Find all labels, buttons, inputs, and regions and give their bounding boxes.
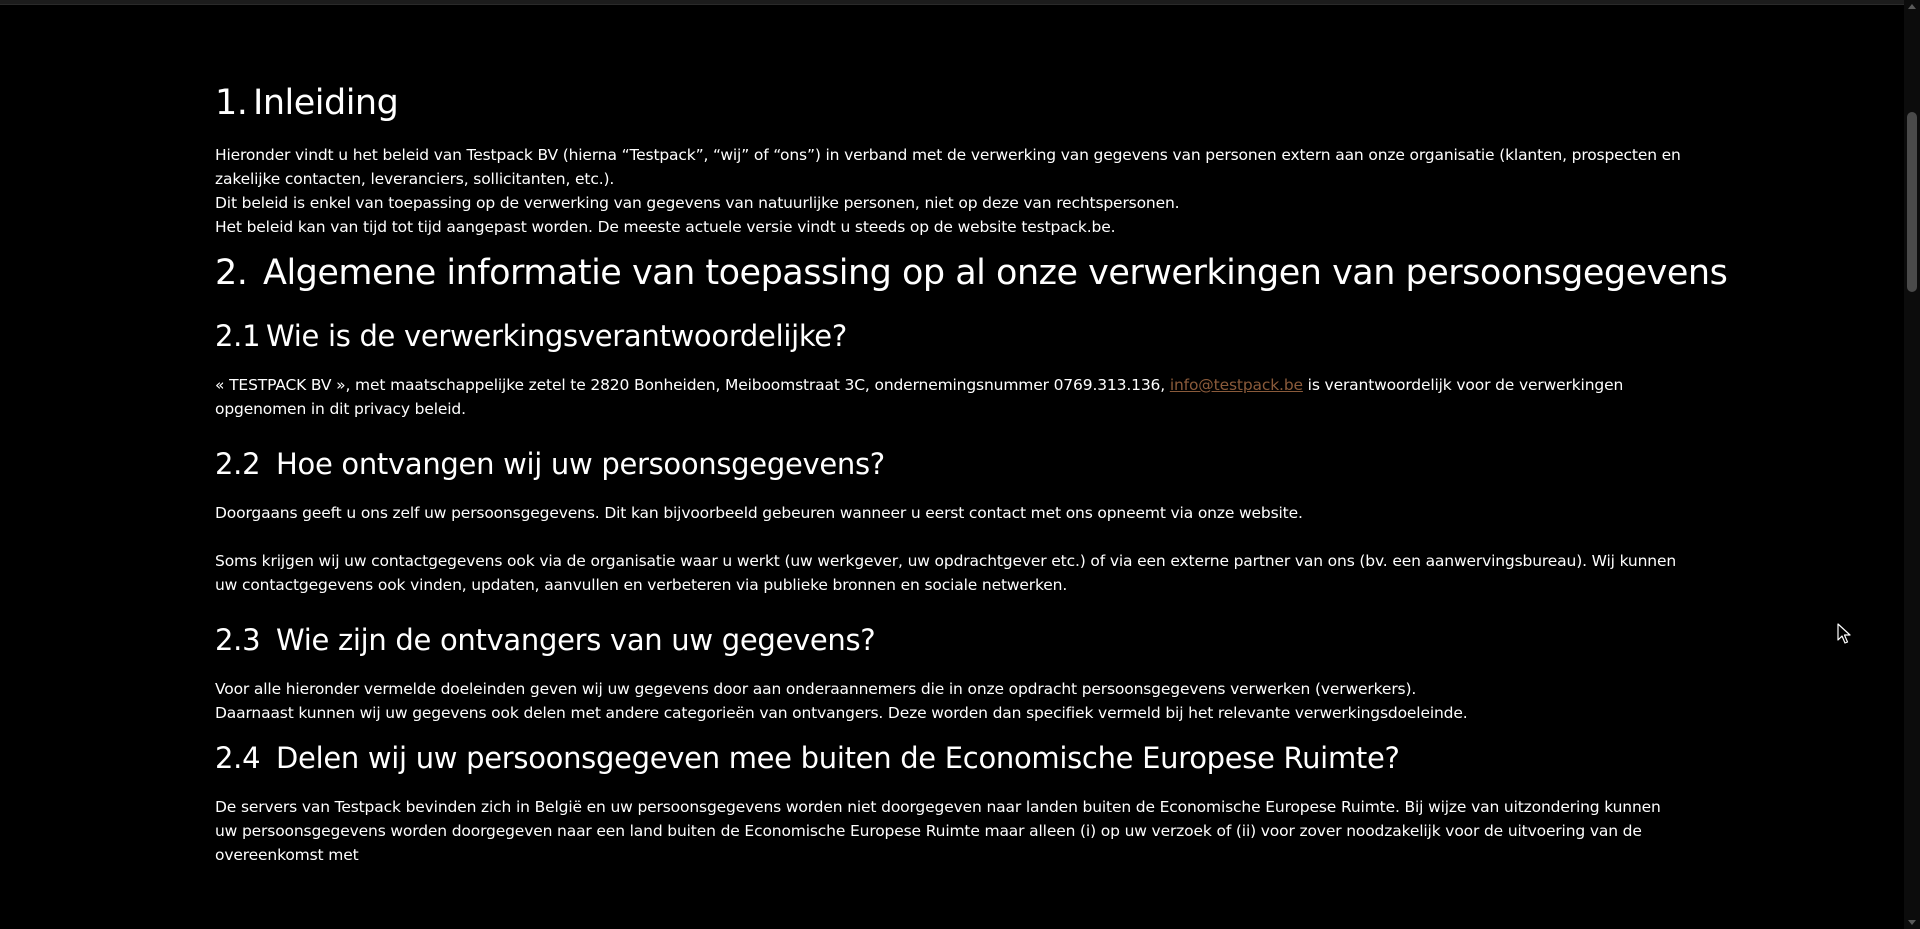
section-2-1-title: Wie is de verwerkingsverantwoordelijke? (266, 319, 847, 353)
section-2-3-paragraph-1: Voor alle hieronder vermelde doeleinden geven wij uw gegevens door aan onderaannemers die in onze opdracht persoonsgegevens verwerken (verwerkers). (215, 680, 1417, 698)
section-2-3-body (215, 677, 1685, 725)
section-1-body (215, 143, 1685, 239)
email-link[interactable]: info@testpack.be (1169, 376, 1303, 394)
vertical-scrollbar[interactable] (1904, 0, 1920, 929)
controller-details-text: « TESTPACK BV », met maatschappelijke zetel te 2820 Bonheiden, Meiboomstraat 3C, ondernemingsnummer 0769.313.136, (215, 376, 1170, 394)
section-1-number: 1. (215, 83, 248, 123)
browser-top-edge (0, 0, 1904, 5)
section-1-paragraph-3: Het beleid kan van tijd tot tijd aangepast worden. De meeste actuele versie vindt u steeds op de website testpack.be. (215, 218, 1116, 236)
section-2-1-number: 2.1 (215, 319, 261, 353)
section-2-4-title: Delen wij uw persoonsgegeven mee buiten de Economische Europese Ruimte? (276, 741, 1400, 775)
privacy-policy-content (215, 60, 1728, 867)
section-2-4-paragraph: De servers van Testpack bevinden zich in België en uw persoonsgegevens worden niet doorgegeven naar landen buiten de Economische Europese Ruimte. Bij wijze van uitzondering kunnen uw persoonsgegevens worden doorgegeven naar een land buiten de Economische Europese Ruimte maar alleen (i) op uw verzoek of (ii) voor zover noodzakelijk voor de uitvoering van de overeenkomst met (215, 798, 1661, 864)
section-2-1-paragraph (215, 373, 1685, 421)
section-1-title: Inleiding (253, 83, 399, 123)
section-1-heading (215, 83, 1685, 123)
section-2-4-number: 2.4 (215, 741, 261, 775)
section-2-3-number: 2.3 (215, 623, 261, 657)
section-2-2-paragraph-2: Soms krijgen wij uw contactgegevens ook via de organisatie waar u werkt (uw werkgever, uw opdrachtgever etc.) of via een externe partner van ons (bv. een aanwervingsbureau). Wij kunnen uw contactgegevens ook vinden, updaten, aanvullen en verbeteren via publieke bronnen en sociale netwerken. (215, 552, 1677, 594)
scroll-up-arrow-icon[interactable] (1908, 4, 1916, 9)
section-2-2-heading (215, 447, 1685, 481)
section-2-3-heading (215, 623, 1685, 657)
scrollbar-thumb[interactable] (1907, 112, 1917, 292)
section-2-3-paragraph-2: Daarnaast kunnen wij uw gegevens ook delen met andere categorieën van ontvangers. Deze worden dan specifiek vermeld bij het relevante verwerkingsdoeleinde. (215, 704, 1468, 722)
section-1-paragraph-2: Dit beleid is enkel van toepassing op de verwerking van gegevens van natuurlijke personen, niet op deze van rechtspersonen. (215, 194, 1180, 212)
section-2-3-title: Wie zijn de ontvangers van uw gegevens? (276, 623, 876, 657)
section-2-1-heading (215, 319, 1685, 353)
scroll-down-arrow-icon[interactable] (1908, 920, 1916, 925)
mouse-pointer-icon (1837, 623, 1851, 649)
section-2-2-number: 2.2 (215, 447, 261, 481)
controller-responsibility-text: is verantwoordelijk voor de verwerkingen opgenomen in dit privacy beleid. (215, 376, 1624, 418)
section-2-2-title: Hoe ontvangen wij uw persoonsgegevens? (276, 447, 885, 481)
section-2-heading (215, 253, 1728, 293)
section-1-paragraph-1: Hieronder vindt u het beleid van Testpack BV (hierna “Testpack”, “wij” of “ons”) in verband met de verwerking van gegevens van personen extern aan onze organisatie (klanten, prospecten en zakelijke contacten, leveranciers, sollicitanten, etc.). (215, 146, 1681, 188)
section-2-title: Algemene informatie van toepassing op al onze verwerkingen van persoonsgegevens (263, 253, 1728, 293)
section-2-number: 2. (215, 253, 248, 293)
section-2-2-paragraph-1: Doorgaans geeft u ons zelf uw persoonsgegevens. Dit kan bijvoorbeeld gebeuren wanneer u eerst contact met ons opneemt via onze website. (215, 504, 1303, 522)
section-2-4-heading (215, 741, 1685, 775)
